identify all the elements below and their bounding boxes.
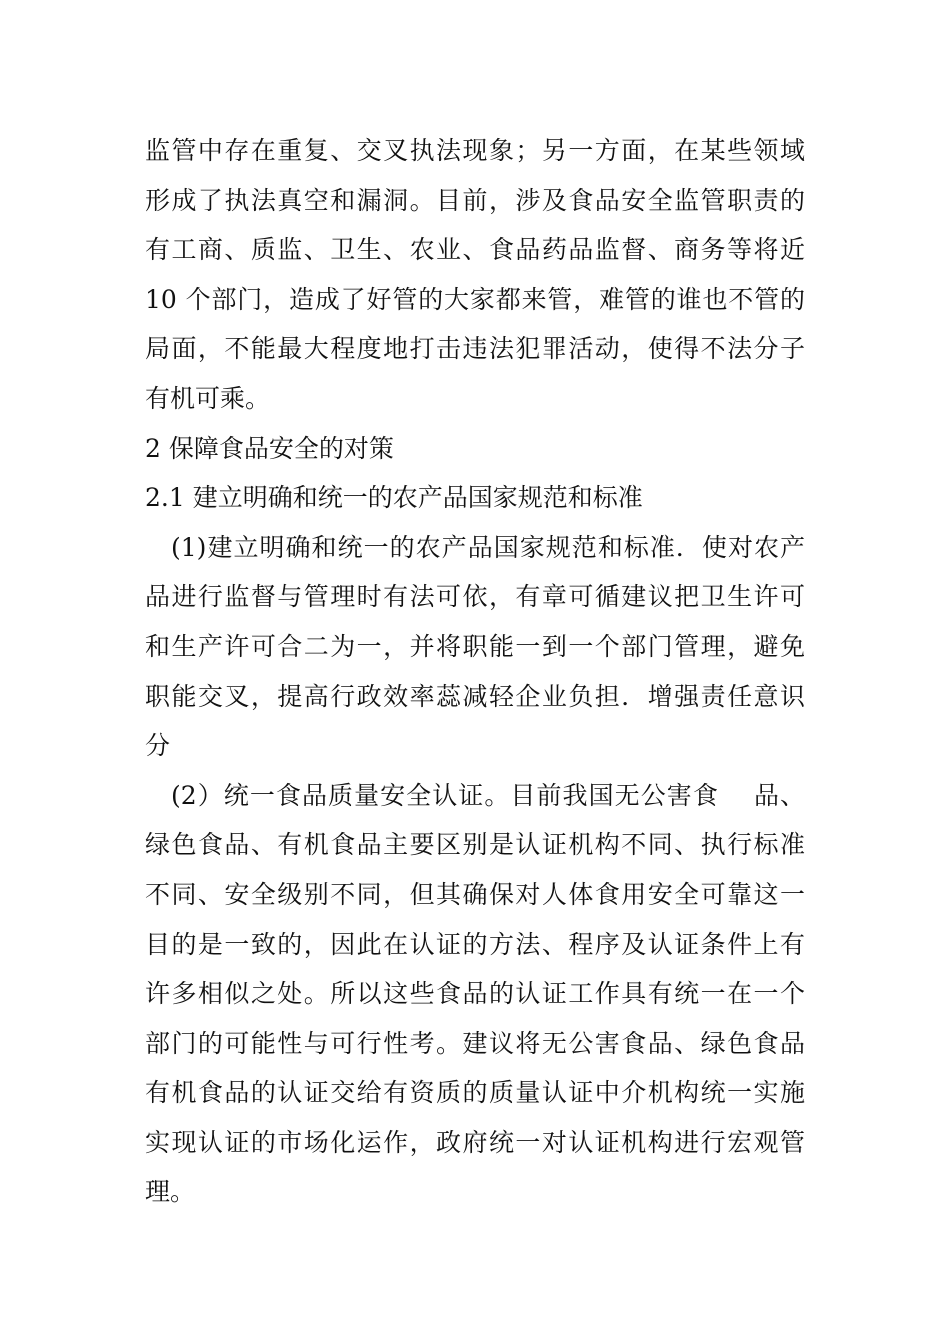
text-line: 有机食品的认证交给有资质的质量认证中介机构统一实施 [145,1078,805,1108]
text-line: 形成了执法真空和漏洞。目前，涉及食品安全监管职责的 [145,185,805,215]
text-line: (1)建立明确和统一的农产品国家规范和标准．使对农产 [171,532,805,562]
text-line: 有工商、质监、卫生、农业、食品药品监督、商务等将近 [145,235,805,265]
text-line: 实现认证的市场化运作，政府统一对认证机构进行宏观管 [145,1127,805,1157]
text-line: 部门的可能性与可行性考。建议将无公害食品、绿色食品 [145,1028,805,1058]
text-line: 监管中存在重复、交叉执法现象；另一方面，在某些领域 [145,136,805,165]
paragraph-unified-standards [145,523,805,771]
text-line: 理。 [145,1177,196,1207]
text-line: 目的是一致的，因此在认证的方法、程序及认证条件上有 [145,929,805,959]
subsection-heading: 2.1 建立明确和统一的农产品国家规范和标准 [145,483,643,513]
text-line: 绿色食品、有机食品主要区别是认证机构不同、执行标准 [145,830,805,860]
text-line: 职能交叉，提高行政效率蕊减轻企业负担．增强责任意识 [145,681,805,711]
paragraph-unified-certification [145,771,805,1217]
text-line: 有机可乘。 [145,383,271,413]
paragraph-regulatory-overlap [145,126,805,424]
text-line: 品进行监督与管理时有法可依，有章可循建议把卫生许可 [145,582,805,612]
text-line: 和生产许可合二为一，并将职能一到一个部门管理，避免 [145,631,805,661]
text-line: (2）统一食品质量安全认证。目前我国无公害食 品、 [171,780,805,810]
text-line: 10 个部门，造成了好管的大家都来管，难管的谁也不管的 [145,284,805,314]
text-line: 不同、安全级别不同，但其确保对人体食用安全可靠这一 [145,879,805,909]
text-line: 许多相似之处。所以这些食品的认证工作具有统一在一个 [145,979,805,1009]
document-body [145,126,805,1217]
section-heading: 2 保障食品安全的对策 [145,433,394,463]
text-line: 局面，不能最大程度地打击违法犯罪活动，使得不法分子 [145,334,805,364]
text-line: 分 [145,731,171,761]
